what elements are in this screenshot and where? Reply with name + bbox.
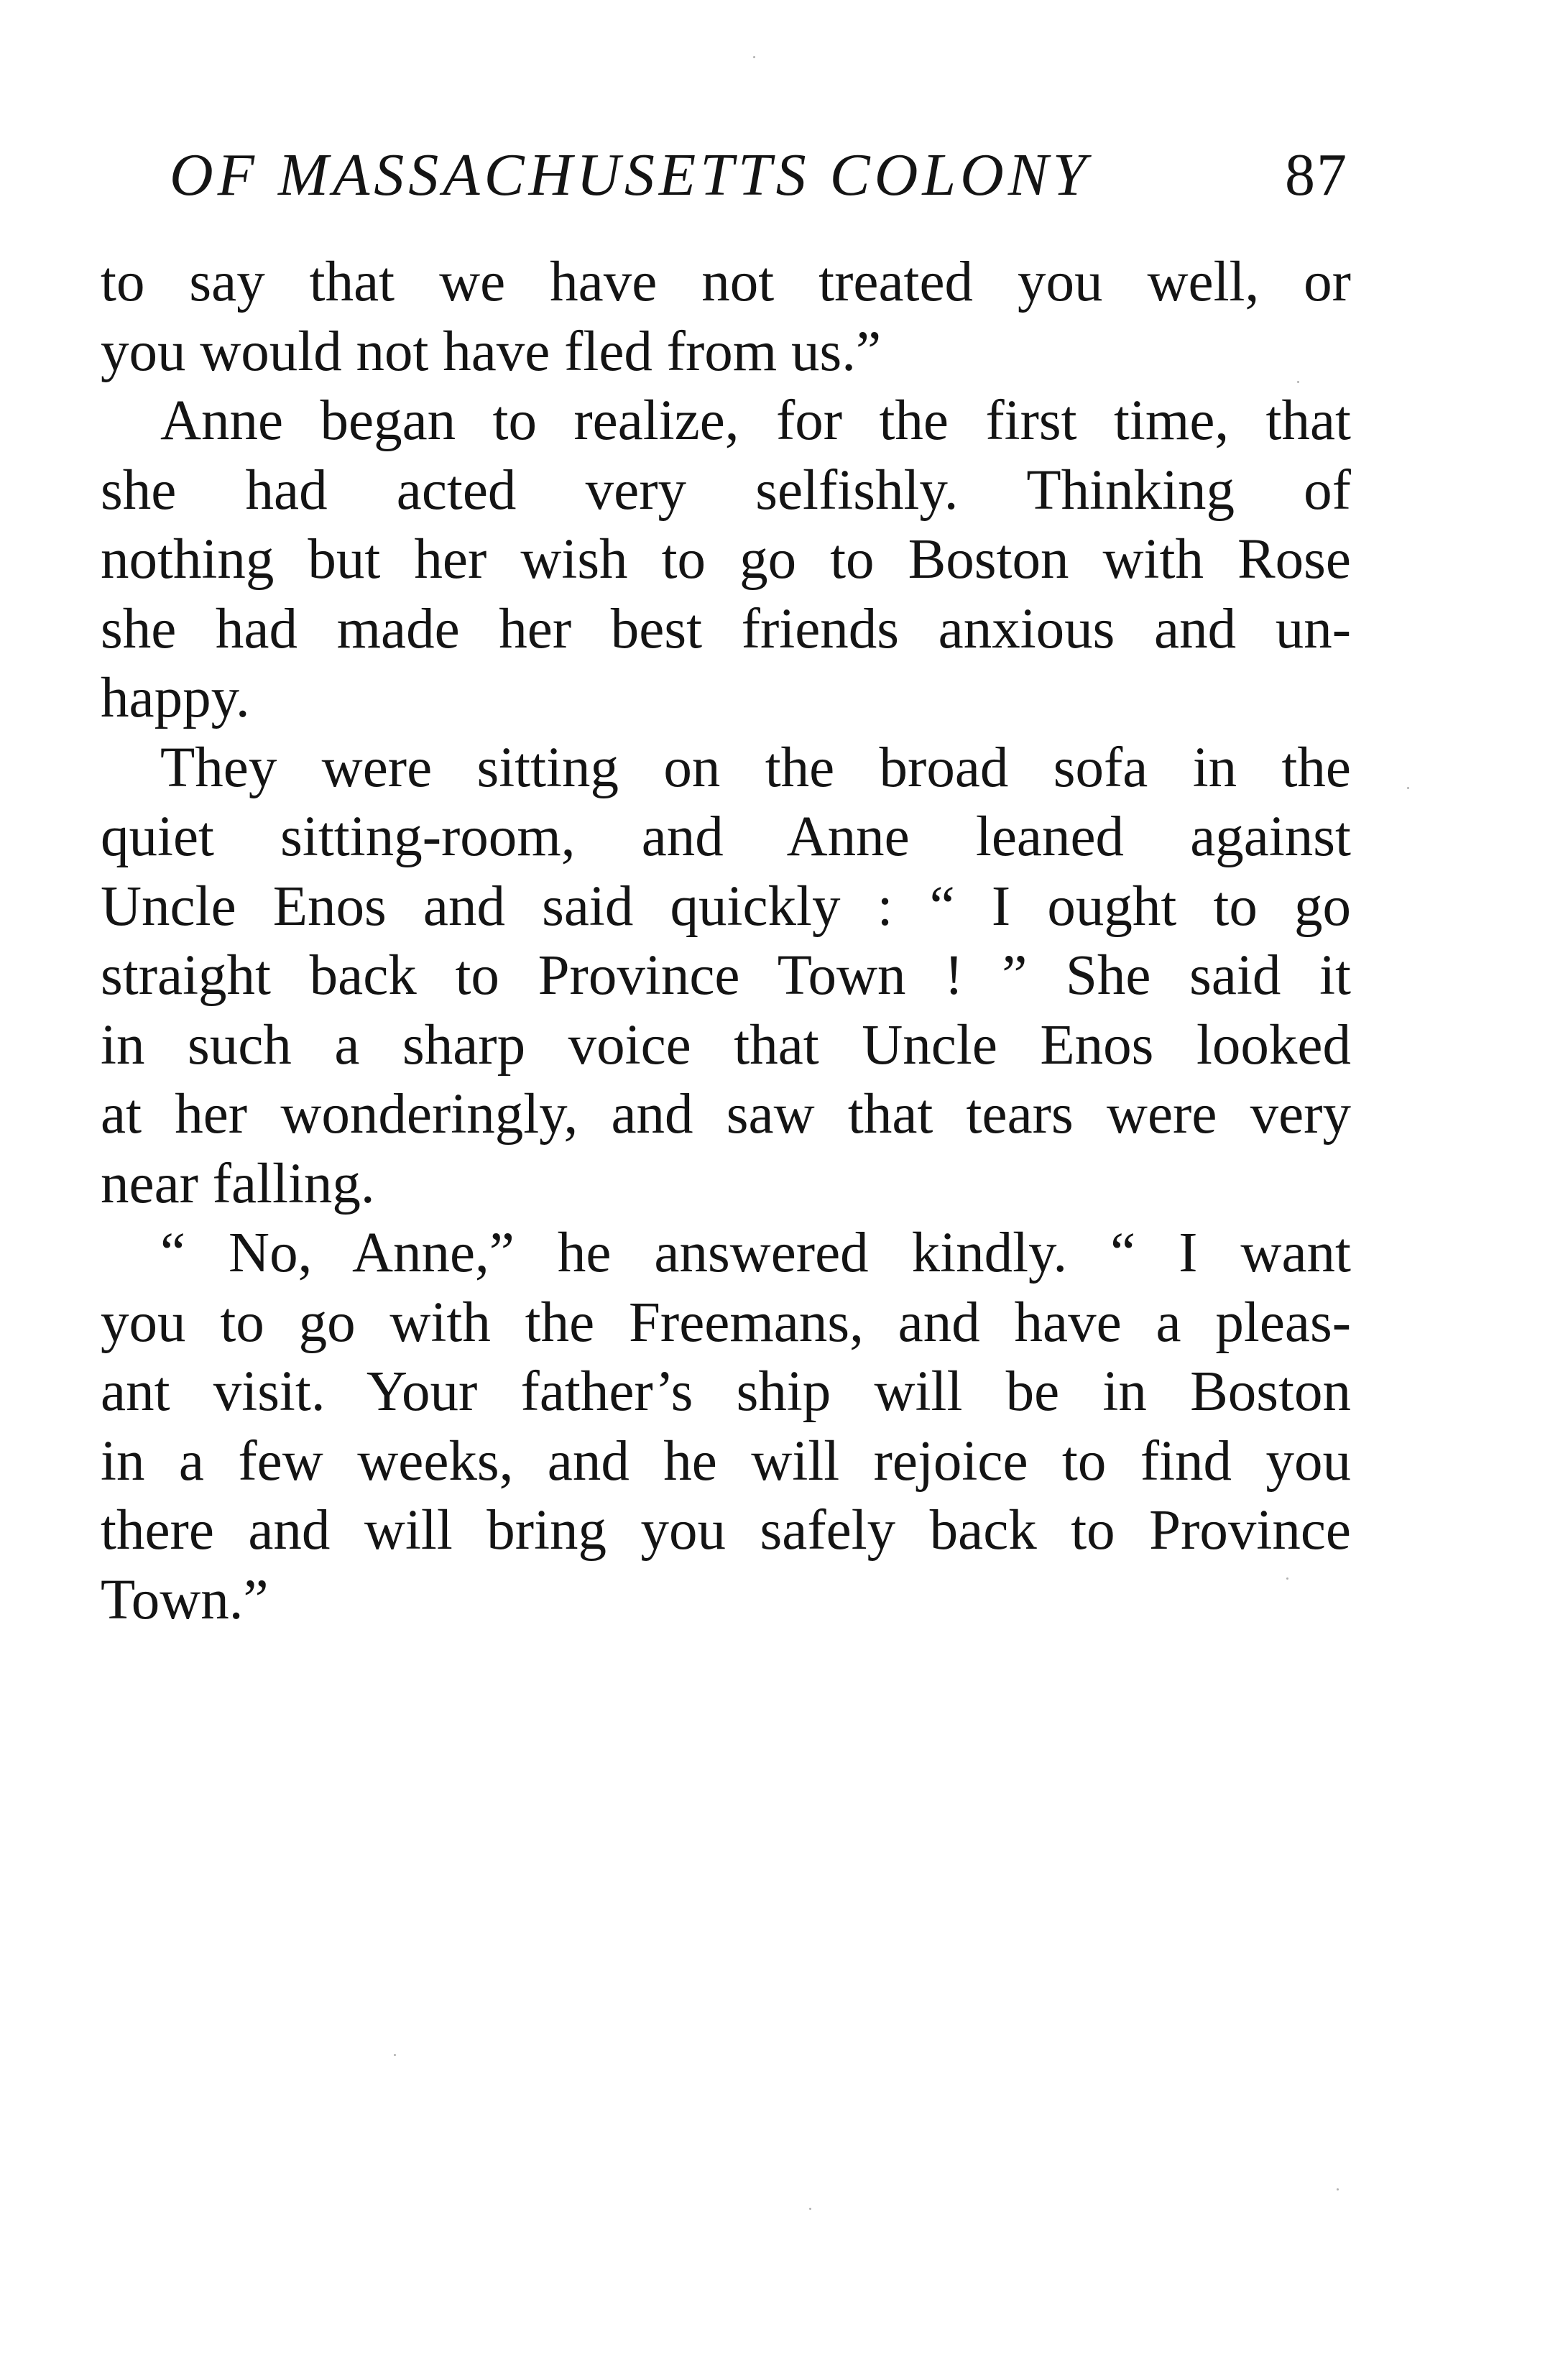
text-line: straight back to Province Town ! ” She said it [101, 944, 1351, 1007]
paper-speck [1286, 1577, 1288, 1580]
text-line: you to go with the Freemans, and have a pleas- [101, 1291, 1351, 1354]
text-line: in such a sharp voice that Uncle Enos looked [101, 1013, 1351, 1077]
body-text [101, 248, 1351, 1635]
paper-speck [394, 2054, 396, 2056]
text-line: Town.” [101, 1568, 269, 1631]
text-line: in a few weeks, and he will rejoice to find you [101, 1429, 1351, 1493]
paper-speck [753, 56, 755, 58]
text-line: you would not have fled from us.” [101, 320, 882, 383]
text-line: at her wonderingly, and saw that tears were very [101, 1083, 1351, 1146]
paper-speck [1407, 787, 1409, 789]
text-line: nothing but her wish to go to Boston with Rose [101, 528, 1351, 591]
text-line: she had acted very selfishly. Thinking of [101, 459, 1351, 522]
text-line: quiet sitting-room, and Anne leaned against [101, 806, 1351, 868]
text-line: happy. [101, 667, 250, 729]
text-line: near falling. [101, 1152, 375, 1215]
text-line: ant visit. Your father’s ship will be in Boston [101, 1360, 1351, 1423]
text-line: Uncle Enos and said quickly : “ I ought to go [101, 875, 1351, 938]
text-line: to say that we have not treated you well, or [101, 251, 1351, 313]
text-line: she had made her best friends anxious and un- [101, 597, 1351, 660]
running-title: OF MASSACHUSETTS COLONY [170, 142, 1091, 208]
paper-speck [1337, 2188, 1339, 2190]
page-number: 87 [1285, 142, 1348, 208]
text-line: there and will bring you safely back to Province [101, 1499, 1351, 1562]
running-head [170, 140, 1348, 219]
text-line: “ No, Anne,” he answered kindly. “ I want [160, 1222, 1351, 1284]
text-line: Anne began to realize, for the first time, that [160, 390, 1351, 452]
paper-speck [1297, 381, 1299, 383]
paper-speck [809, 2208, 811, 2210]
text-line: They were sitting on the broad sofa in the [160, 736, 1351, 799]
